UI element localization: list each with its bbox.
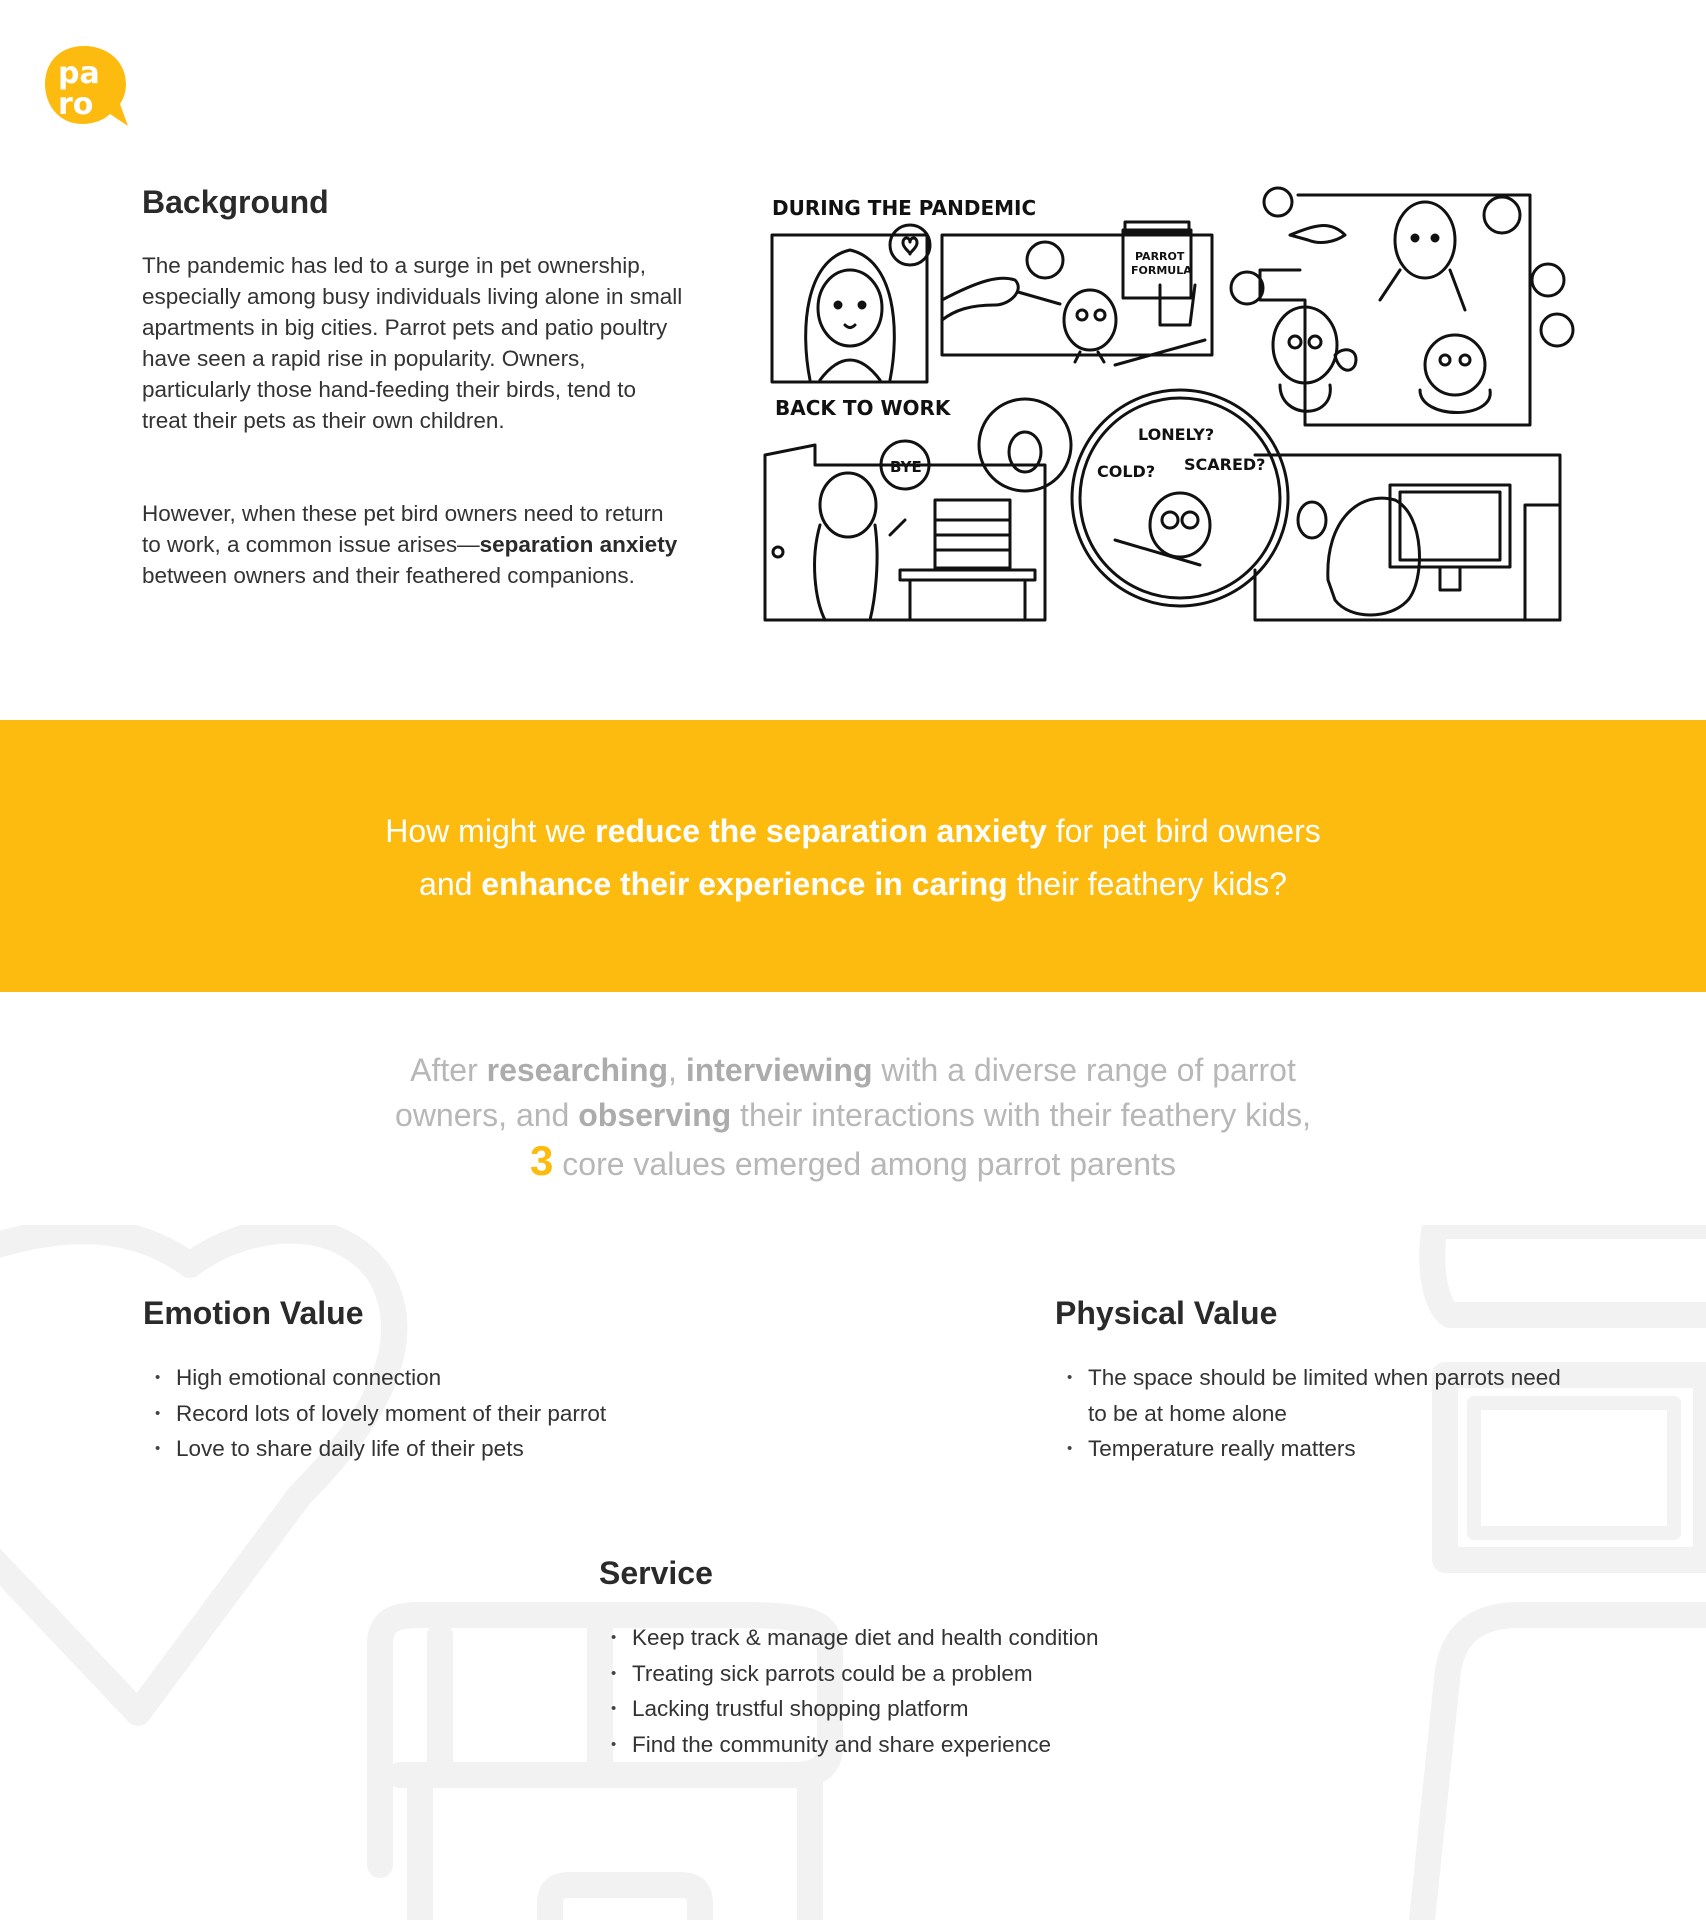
- research-text-g: core values emerged among parrot parents: [553, 1146, 1176, 1182]
- research-line-1: [0, 1048, 1706, 1093]
- list-item: • Love to share daily life of their pets: [143, 1431, 743, 1467]
- list-item: • Record lots of lovely moment of their parrot: [143, 1396, 743, 1432]
- service-list: [599, 1620, 1119, 1762]
- hmw-line-1-b: for pet bird owners: [1046, 813, 1321, 849]
- list-item: • Treating sick parrots could be a problem: [599, 1656, 1119, 1692]
- list-item: • Lacking trustful shopping platform: [599, 1691, 1119, 1727]
- core-values-count: 3: [530, 1137, 554, 1184]
- emotion-value-list: [143, 1360, 743, 1467]
- research-line-3: [0, 1138, 1706, 1187]
- text-scared: SCARED?: [1184, 455, 1266, 474]
- research-line-2: [0, 1093, 1706, 1138]
- background-paragraph-1: The pandemic has led to a surge in pet ownership, especially among busy individuals living alone in small apartments in big cities. Parrot pets and patio poultry have seen a rapid rise in popularity. Owners, particularly those hand-feeding their birds, tend to treat their pets as their own children.: [142, 253, 683, 433]
- background-title: Background: [142, 184, 329, 220]
- emotion-value-title: Emotion Value: [143, 1295, 364, 1331]
- logo-text-bottom: ro: [58, 87, 94, 122]
- research-bold-observing: observing: [578, 1097, 732, 1133]
- background-paragraph-2-tail: between owners and their feathered companions.: [142, 563, 635, 588]
- panel-working: [1255, 455, 1560, 620]
- thought-bubble-bird: [979, 399, 1071, 491]
- hmw-line-2-bold: enhance their experience in caring: [481, 866, 1008, 902]
- label-back-to-work: BACK TO WORK: [775, 396, 951, 420]
- background-paragraph-2-lead: However, when these pet bird owners need to return to work, a common issue arises—: [142, 501, 664, 557]
- separation-anxiety-emphasis: separation anxiety: [479, 532, 678, 557]
- research-text-c: ,: [668, 1052, 686, 1088]
- list-item: • High emotional connection: [143, 1360, 743, 1396]
- list-item: • The space should be limited when parrots need to be at home alone: [1055, 1360, 1575, 1431]
- background-paragraph-2: [142, 498, 687, 591]
- jar-label-2: FORMULA: [1131, 264, 1192, 277]
- list-item: • Keep track & manage diet and health condition: [599, 1620, 1119, 1656]
- pandemic-illustration: [760, 180, 1580, 630]
- bye-bubble-text: BYE: [890, 458, 922, 476]
- hmw-question: [0, 805, 1706, 911]
- label-during-pandemic: DURING THE PANDEMIC: [772, 196, 1037, 220]
- hmw-line-2-b: their feathery kids?: [1007, 866, 1287, 902]
- logo-text-top: pa: [58, 56, 100, 91]
- hmw-line-2-a: and: [419, 866, 482, 902]
- hmw-line-2: [0, 858, 1706, 911]
- research-bold-interviewing: interviewing: [685, 1052, 873, 1088]
- paro-logo: [42, 42, 132, 130]
- hmw-line-1-a: How might we: [385, 813, 596, 849]
- text-cold: COLD?: [1097, 462, 1156, 481]
- research-text-d: with a diverse range of parrot: [872, 1052, 1296, 1088]
- research-text-a: After: [410, 1052, 487, 1088]
- jar-label-1: PARROT: [1135, 250, 1185, 263]
- list-item: • Temperature really matters: [1055, 1431, 1575, 1467]
- list-item: • Find the community and share experience: [599, 1727, 1119, 1763]
- cup-outline-icon: [1422, 1226, 1706, 1920]
- hmw-line-1: [0, 805, 1706, 858]
- research-text-f: their interactions with their feathery kids,: [731, 1097, 1311, 1133]
- research-bold-researching: researching: [486, 1052, 669, 1088]
- physical-value-list: [1055, 1360, 1575, 1467]
- text-lonely: LONELY?: [1138, 425, 1215, 444]
- hmw-line-1-bold: reduce the separation anxiety: [595, 813, 1047, 849]
- service-title: Service: [599, 1555, 713, 1591]
- research-text-e: owners, and: [395, 1097, 579, 1133]
- physical-value-title: Physical Value: [1055, 1295, 1278, 1331]
- research-summary: [0, 1048, 1706, 1187]
